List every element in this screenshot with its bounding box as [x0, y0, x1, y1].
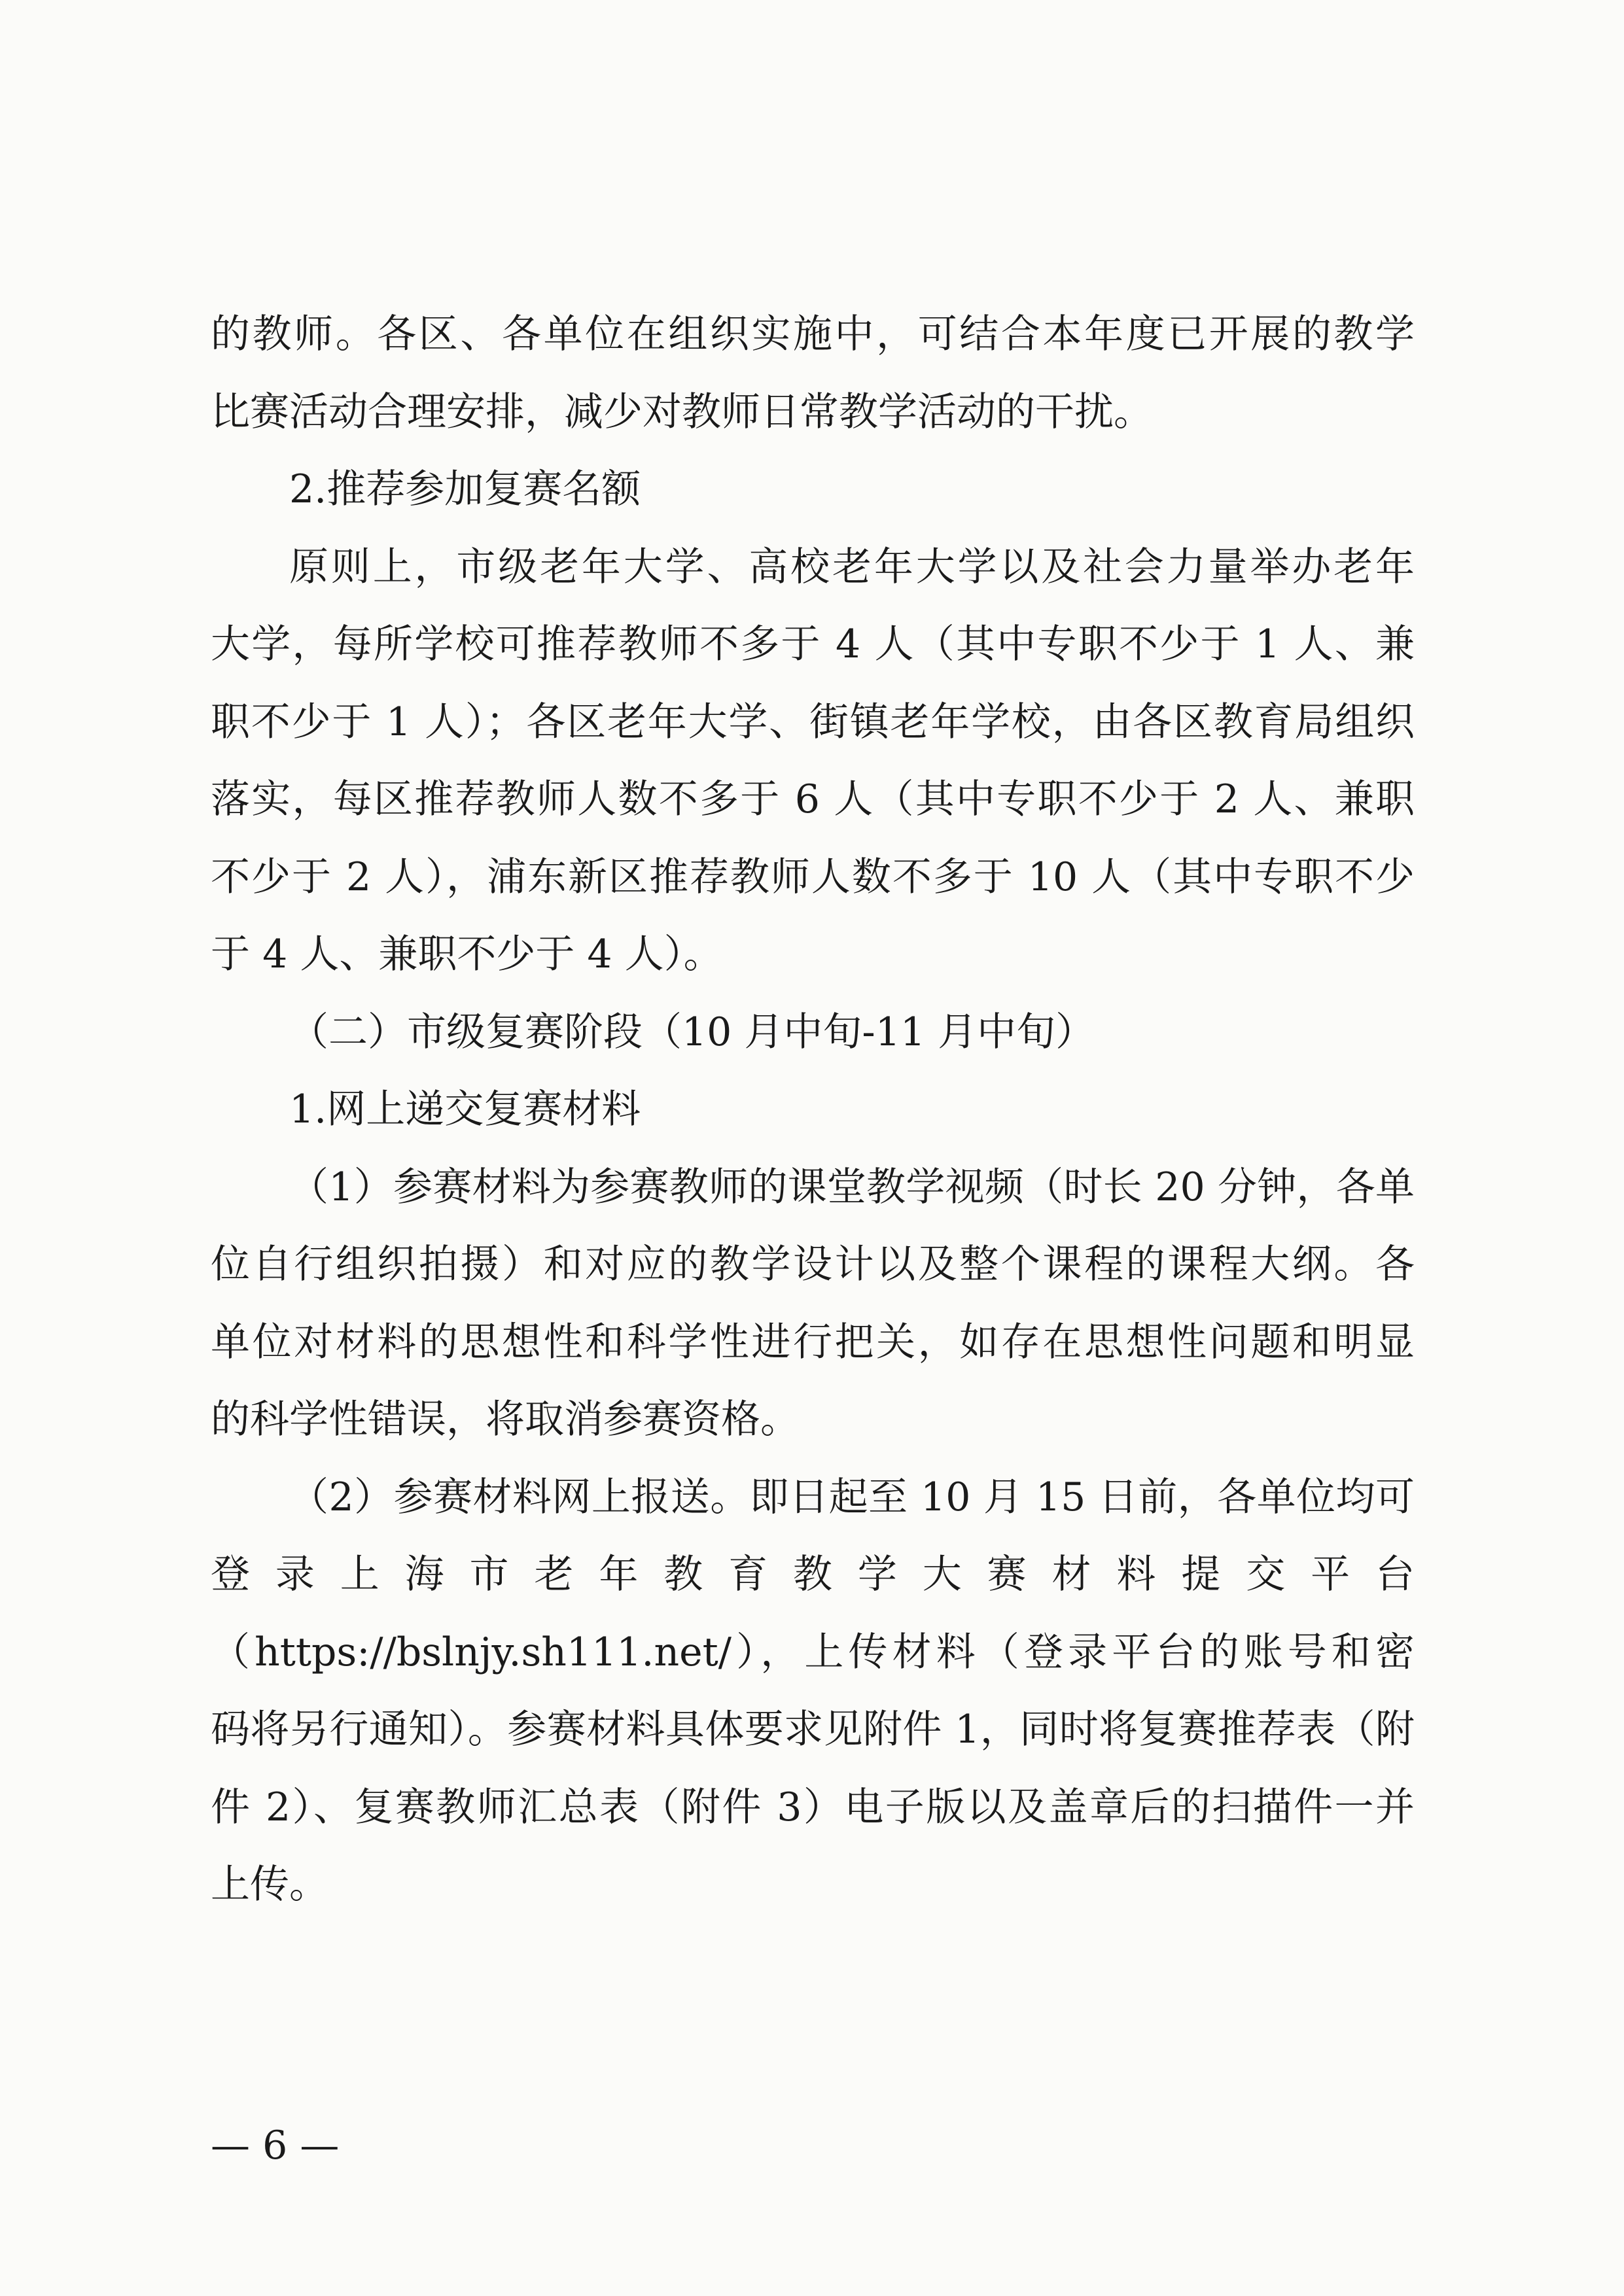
body-line: 登 录 上 海 市 老 年 教 育 教 学 大 赛 材 料 提 交 平 台: [211, 1552, 1415, 1597]
body-line: 职不少于 1 人）；各区老年大学、街镇老年学校，由各区教育局组织: [211, 699, 1415, 745]
body-line: 的科学性错误，将取消参赛资格。: [211, 1397, 800, 1442]
section-heading: （二）市级复赛阶段（10 月中旬-11 月中旬）: [289, 1009, 1095, 1055]
body-line: 不少于 2 人），浦东新区推荐教师人数不多于 10 人（其中专职不少: [211, 854, 1415, 900]
body-line: 落实，每区推荐教师人数不多于 6 人（其中专职不少于 2 人、兼职: [211, 776, 1415, 822]
body-line: 单位对材料的思想性和科学性进行把关，如存在思想性问题和明显: [211, 1319, 1415, 1365]
body-line: （2）参赛材料网上报送。即日起至 10 月 15 日前，各单位均可: [289, 1474, 1415, 1520]
body-line: 大学，每所学校可推荐教师不多于 4 人（其中专职不少于 1 人、兼: [211, 621, 1415, 667]
body-line: 原则上，市级老年大学、高校老年大学以及社会力量举办老年: [289, 544, 1415, 590]
section-heading: 1.网上递交复赛材料: [289, 1087, 641, 1132]
body-line: 比赛活动合理安排，减少对教师日常教学活动的干扰。: [211, 389, 1153, 435]
page-number: — 6 —: [211, 2123, 340, 2168]
document-body: [211, 296, 1415, 1924]
body-line: 的教师。各区、各单位在组织实施中，可结合本年度已开展的教学: [211, 311, 1415, 357]
body-line: 码将另行通知）。参赛材料具体要求见附件 1，同时将复赛推荐表（附: [211, 1707, 1415, 1752]
body-line: （https://bslnjy.sh111.net/），上传材料（登录平台的账号和密: [211, 1629, 1415, 1675]
body-line: （1）参赛材料为参赛教师的课堂教学视频（时长 20 分钟，各单: [289, 1164, 1415, 1210]
body-line: 件 2）、复赛教师汇总表（附件 3）电子版以及盖章后的扫描件一并: [211, 1784, 1415, 1830]
body-line: 位自行组织拍摄）和对应的教学设计以及整个课程的课程大纲。各: [211, 1242, 1415, 1287]
section-heading: 2.推荐参加复赛名额: [289, 466, 641, 512]
body-line: 于 4 人、兼职不少于 4 人）。: [211, 931, 723, 977]
body-line: 上传。: [211, 1862, 328, 1907]
